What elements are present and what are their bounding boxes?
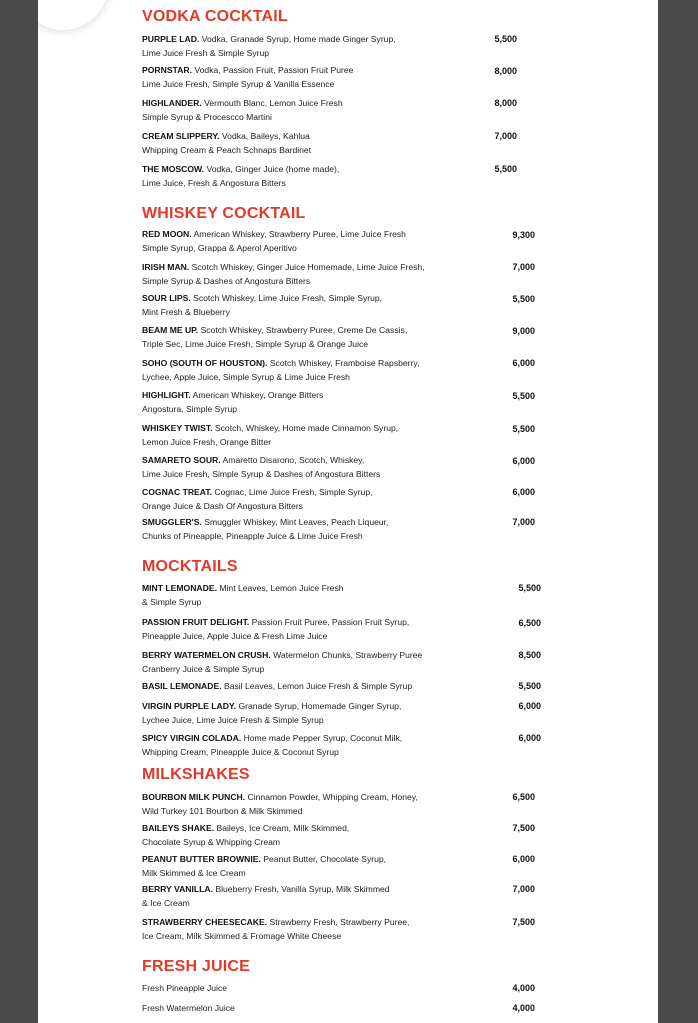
menu-item-price: 6,500	[512, 792, 535, 802]
menu-item-description-cont: Mint Fresh & Blueberry	[142, 306, 230, 317]
menu-item-line	[142, 130, 472, 144]
menu-item-name: BEAM ME UP.	[142, 325, 199, 335]
menu-item-description: Amaretto Disarono, Scotch, Whiskey,	[222, 455, 365, 465]
menu-item-price: 6,000	[518, 733, 541, 743]
menu-item-description: Watermelon Chunks, Strawberry Puree	[273, 650, 423, 660]
menu-item-price: 8,500	[518, 650, 541, 660]
menu-item-description-cont: Chunks of Pineapple, Pineapple Juice & Lime Juice Fresh	[142, 530, 363, 541]
menu-item-price: 6,000	[518, 701, 541, 711]
section-title-milkshakes: MILKSHAKES	[142, 766, 250, 783]
menu-item	[142, 389, 472, 416]
menu-item-name: BAILEYS SHAKE.	[142, 823, 215, 833]
menu-item-price: 5,500	[494, 164, 517, 174]
menu-item-price: 6,000	[512, 854, 535, 864]
section-title-fresh-juice: FRESH JUICE	[142, 958, 250, 975]
menu-item-name: SAMARETO SOUR.	[142, 455, 221, 465]
menu-item	[142, 454, 472, 481]
menu-item	[142, 791, 472, 818]
menu-item	[142, 486, 472, 513]
menu-item-description: Cinnamon Powder, Whipping Cream, Honey,	[247, 792, 418, 802]
menu-item	[142, 516, 472, 543]
menu-item-name: THE MOSCOW.	[142, 164, 205, 174]
menu-item-description: Scotch, Whiskey, Home made Cinnamon Syrup,	[214, 423, 399, 433]
menu-item-name: COGNAC TREAT.	[142, 487, 213, 497]
menu-item-description: Strawberry Fresh, Strawberry Puree,	[269, 917, 410, 927]
menu-item-description: Scotch Whiskey, Strawberry Puree, Creme De Cassis,	[200, 325, 408, 335]
menu-item-price: 6,000	[512, 456, 535, 466]
menu-item-price: 6,000	[512, 487, 535, 497]
menu-item-line	[142, 1002, 472, 1016]
menu-item-line	[142, 64, 472, 78]
menu-item-description-cont: Lime Juice Fresh & Simple Syrup	[142, 47, 270, 58]
menu-item-description: Scotch Whiskey, Framboise Rapsberry,	[269, 358, 420, 368]
menu-item-line	[142, 486, 472, 500]
menu-item-price: 9,000	[512, 326, 535, 336]
menu-item-description-cont: Lime Juice Fresh, Simple Syrup & Dashes of Angostura Bitters	[142, 468, 381, 479]
menu-item-line	[142, 516, 472, 530]
menu-item-description-cont: Whipping Cream & Peach Schnaps Bardinet	[142, 144, 312, 155]
menu-item-price: 8,000	[494, 98, 517, 108]
menu-item	[142, 700, 472, 727]
menu-item-description: Vodka, Passion Fruit, Passion Fruit Puree	[194, 65, 354, 75]
menu-item-description-cont: & Ice Cream	[142, 897, 190, 908]
menu-item-description: Scotch Whiskey, Lime Juice Fresh, Simple Syrup,	[193, 293, 383, 303]
menu-item-price: 7,500	[512, 823, 535, 833]
menu-item-price: 5,500	[518, 681, 541, 691]
menu-item-description: Vermouth Blanc, Lemon Juice Fresh	[204, 98, 343, 108]
menu-item-description: Scotch Whiskey, Ginger Juice Homemade, Lime Juice Fresh,	[191, 262, 425, 272]
menu-item-price: 5,500	[512, 294, 535, 304]
menu-item-name: HIGHLIGHT.	[142, 390, 191, 400]
menu-item-description: Vodka, Ginger Juice (home made),	[206, 164, 340, 174]
menu-item-description: American Whiskey, Orange Bitters	[192, 390, 324, 400]
menu-item	[142, 883, 472, 910]
menu-item-description: American Whiskey, Strawberry Puree, Lime Juice Fresh	[193, 229, 406, 239]
menu-item-name: STRAWBERRY CHEESECAKE.	[142, 917, 268, 927]
menu-item-description-cont: Ice Cream, Milk Skimmed & Fromage White Cheese	[142, 930, 342, 941]
menu-item-line	[142, 680, 472, 694]
menu-item	[142, 649, 472, 676]
menu-item	[142, 982, 472, 996]
menu-item-name: PORNSTAR.	[142, 65, 192, 75]
section-title-vodka-cocktail: VODKA COCKTAIL	[142, 8, 288, 25]
menu-item-description: Smuggler Whiskey, Mint Leaves, Peach Liqueur,	[204, 517, 389, 527]
menu-item-line	[142, 582, 472, 596]
menu-item-description-cont: Milk Skimmed & Ice Cream	[142, 867, 246, 878]
menu-item-description: Cognac, Lime Juice Fresh, Simple Syrup,	[214, 487, 373, 497]
menu-item	[142, 33, 472, 60]
menu-item-name: HIGHLANDER.	[142, 98, 202, 108]
menu-item-name: SPICY VIRGIN COLADA.	[142, 733, 242, 743]
menu-item-price: 5,500	[512, 391, 535, 401]
menu-item-line	[142, 732, 472, 746]
menu-item-description: Vodka, Granade Syrup, Home made Ginger Syrup,	[201, 34, 396, 44]
menu-item-line	[142, 649, 472, 663]
menu-item	[142, 616, 472, 643]
menu-item-description: Baileys, Ice Cream, Milk Skimmed,	[216, 823, 350, 833]
menu-item-name: VIRGIN PURPLE LADY.	[142, 701, 237, 711]
menu-item-description: Granade Syrup, Homemade Ginger Syrup,	[238, 701, 402, 711]
menu-item-description-cont: Simple Syrup & Procescco Martini	[142, 111, 272, 122]
menu-item-price: 4,000	[512, 1003, 535, 1013]
menu-item	[142, 822, 472, 849]
section-title-whiskey-cocktail: WHISKEY COCKTAIL	[142, 205, 306, 222]
menu-item-line	[142, 822, 472, 836]
menu-item	[142, 261, 472, 288]
menu-page	[38, 0, 658, 1023]
menu-item-name: IRISH MAN.	[142, 262, 190, 272]
menu-item-name: PASSION FRUIT DELIGHT.	[142, 617, 250, 627]
menu-item-line	[142, 791, 472, 805]
menu-item-description-cont: Chocolate Syrup & Whipping Cream	[142, 836, 281, 847]
menu-item-name: BOURBON MILK PUNCH.	[142, 792, 246, 802]
menu-item-name: SMUGGLER'S.	[142, 517, 202, 527]
menu-item-price: 6,000	[512, 358, 535, 368]
menu-item-price: 5,500	[512, 424, 535, 434]
section-title-mocktails: MOCKTAILS	[142, 558, 238, 575]
menu-item-description-cont: Triple Sec, Lime Juice Fresh, Simple Syrup & Orange Juice	[142, 338, 369, 349]
menu-item-description: Vodka, Baileys, Kahlua	[221, 131, 310, 141]
menu-item-line	[142, 700, 472, 714]
menu-item-price: 7,500	[512, 917, 535, 927]
menu-item-line	[142, 616, 472, 630]
menu-item-description-cont: Simple Syrup & Dashes of Angostura Bitters	[142, 275, 311, 286]
menu-item-name: BERRY VANILLA.	[142, 884, 213, 894]
menu-item-line	[142, 389, 472, 403]
menu-item	[142, 64, 472, 91]
menu-item-name: BERRY WATERMELON CRUSH.	[142, 650, 271, 660]
menu-item	[142, 1002, 472, 1016]
menu-item	[142, 422, 472, 449]
menu-item-line	[142, 163, 472, 177]
menu-item-description-cont: Lemon Juice Fresh, Orange Bitter	[142, 436, 271, 447]
menu-item-price: 7,000	[512, 517, 535, 527]
menu-item-description: Peanut Butter, Chocolate Syrup,	[263, 854, 387, 864]
menu-item-description: Home made Pepper Syrup, Coconut Milk,	[243, 733, 403, 743]
menu-item-description: Basil Leaves, Lemon Juice Fresh & Simple Syrup	[223, 681, 413, 691]
menu-item-line	[142, 97, 472, 111]
menu-item	[142, 582, 472, 609]
menu-item-description-cont: Angostura, Simple Syrup	[142, 403, 238, 414]
menu-item-description: Fresh Pineapple Juice	[142, 983, 228, 993]
menu-item	[142, 680, 472, 694]
menu-item	[142, 916, 472, 943]
menu-item-price: 7,000	[494, 131, 517, 141]
menu-item-price: 4,000	[512, 983, 535, 993]
menu-item-line	[142, 357, 472, 371]
menu-item-line	[142, 916, 472, 930]
menu-item-description: Mint Leaves, Lemon Juice Fresh	[219, 583, 344, 593]
menu-item	[142, 292, 472, 319]
menu-item-description-cont: Lime Juice, Fresh & Angostura Bitters	[142, 177, 286, 188]
menu-item-price: 9,300	[512, 230, 535, 240]
menu-item-name: CREAM SLIPPERY.	[142, 131, 220, 141]
menu-item-name: RED MOON.	[142, 229, 192, 239]
menu-item-line	[142, 982, 472, 996]
menu-item-description-cont: Simple Syrup, Grappa & Aperol Aperitivo	[142, 242, 297, 253]
menu-item-description: Blueberry Fresh, Vanilla Syrup, Milk Skimmed	[215, 884, 390, 894]
menu-item-description-cont: Lychee, Apple Juice, Simple Syrup & Lime Juice Fresh	[142, 371, 350, 382]
menu-item-description-cont: Cranberry Juice & Simple Syrup	[142, 663, 265, 674]
menu-item-name: BASIL LEMONADE.	[142, 681, 222, 691]
menu-item-price: 8,000	[494, 66, 517, 76]
menu-item-description: Fresh Watermelon Juice	[142, 1003, 235, 1013]
menu-item-description-cont: Whipping Cream, Pineapple Juice & Coconut Syrup	[142, 746, 339, 757]
menu-item-price: 7,000	[512, 262, 535, 272]
menu-item-line	[142, 228, 472, 242]
menu-item-name: MINT LEMONADE.	[142, 583, 217, 593]
corner-circle-decoration	[38, 0, 108, 30]
menu-item-line	[142, 883, 472, 897]
menu-item-line	[142, 261, 472, 275]
menu-item-name: PEANUT BUTTER BROWNIE.	[142, 854, 261, 864]
menu-item-name: WHISKEY TWIST.	[142, 423, 213, 433]
menu-item-price: 6,500	[518, 618, 541, 628]
menu-item	[142, 97, 472, 124]
menu-item-line	[142, 33, 472, 47]
menu-item-description-cont: Pineapple Juice, Apple Juice & Fresh Lime Juice	[142, 630, 328, 641]
menu-item-description-cont: & Simple Syrup	[142, 596, 202, 607]
menu-item	[142, 357, 472, 384]
menu-item	[142, 130, 472, 157]
menu-item	[142, 853, 472, 880]
menu-item-description-cont: Lime Juice Fresh, Simple Syrup & Vanilla Essence	[142, 78, 335, 89]
menu-item-name: SOUR LIPS.	[142, 293, 191, 303]
menu-item-price: 5,500	[518, 583, 541, 593]
menu-item	[142, 228, 472, 255]
menu-item-description-cont: Orange Juice & Dash Of Angostura Bitters	[142, 500, 303, 511]
menu-item	[142, 163, 472, 190]
menu-item-line	[142, 422, 472, 436]
menu-item-name: SOHO (SOUTH OF HOUSTON).	[142, 358, 268, 368]
menu-item-description-cont: Lychee Juice, Lime Juice Fresh & Simple Syrup	[142, 714, 324, 725]
menu-item-line	[142, 853, 472, 867]
menu-item-line	[142, 292, 472, 306]
menu-item-price: 7,000	[512, 884, 535, 894]
menu-item-name: PURPLE LAD.	[142, 34, 200, 44]
menu-item	[142, 732, 472, 759]
menu-item-description: Passion Fruit Puree, Passion Fruit Syrup,	[251, 617, 410, 627]
menu-item-description-cont: Wild Turkey 101 Bourbon & Milk Skimmed	[142, 805, 303, 816]
menu-item-line	[142, 324, 472, 338]
menu-item	[142, 324, 472, 351]
menu-item-line	[142, 454, 472, 468]
menu-item-price: 5,500	[494, 34, 517, 44]
